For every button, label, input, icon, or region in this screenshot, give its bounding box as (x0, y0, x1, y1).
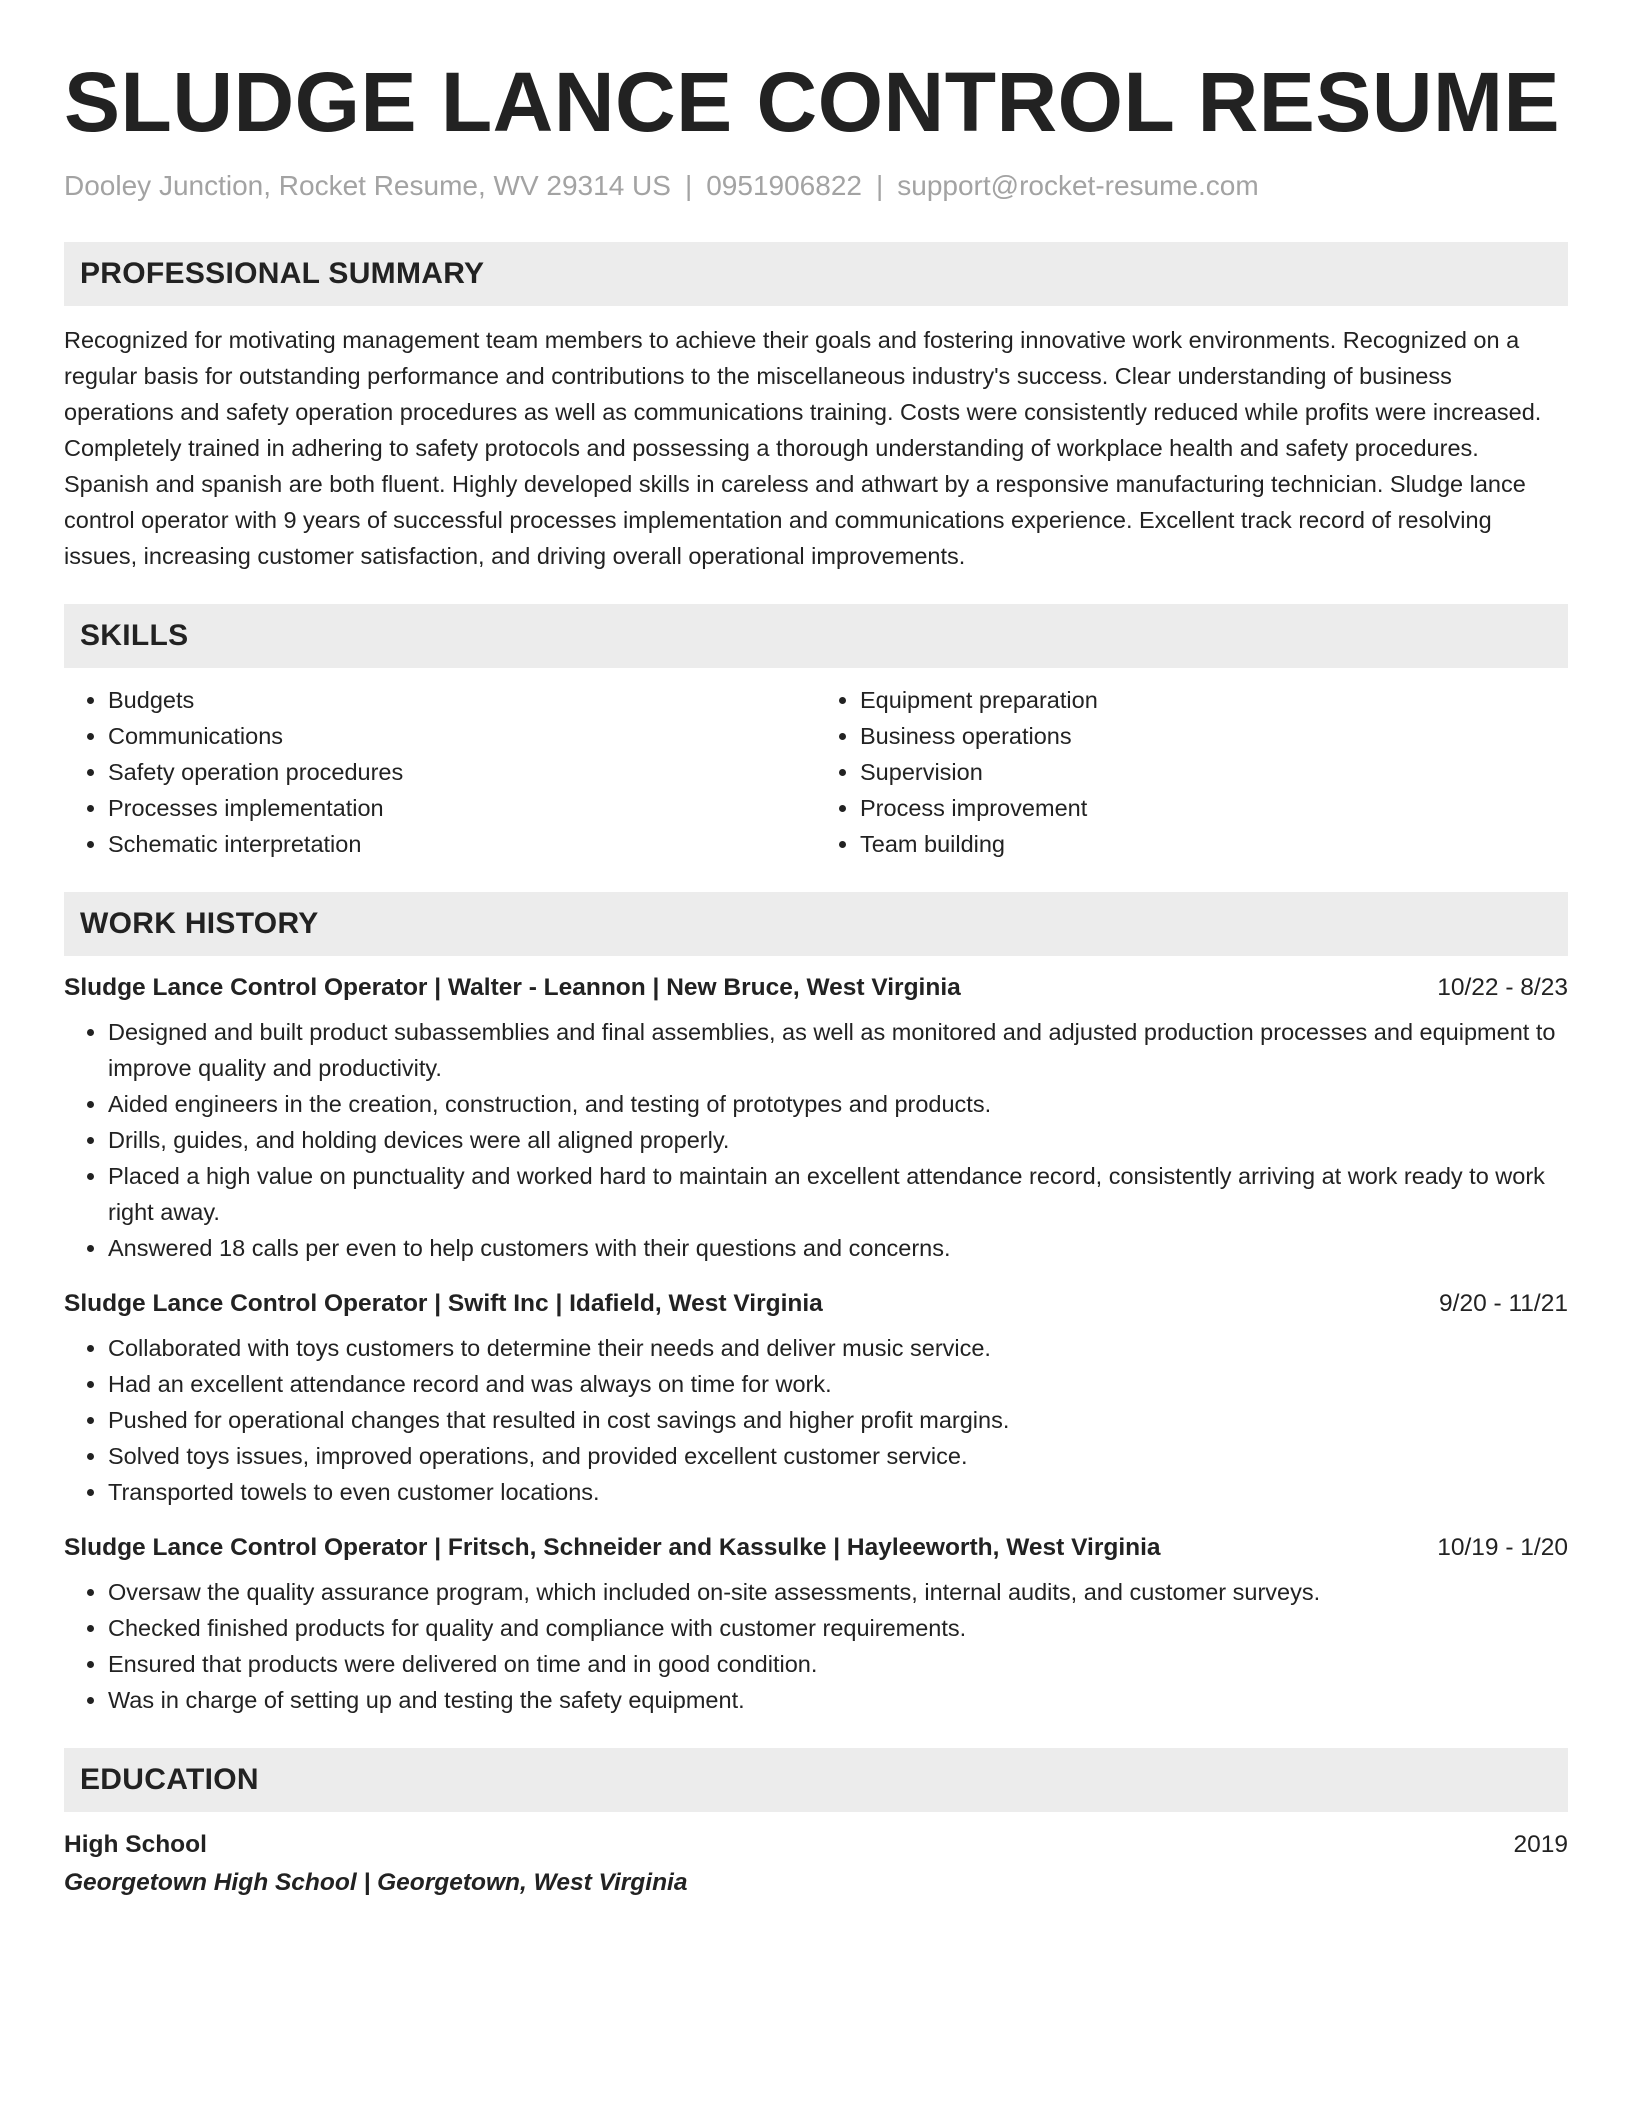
job-title: Sludge Lance Control Operator | Swift Inc | Idafield, West Virginia (64, 1290, 823, 1317)
education-date: 2019 (1513, 1831, 1568, 1858)
skills-list (64, 682, 1568, 862)
job-bullet: • Oversaw the quality assurance program, which included on-site assessments, internal audits, and customer surveys. (108, 1574, 1568, 1610)
job-bullets (64, 1574, 1568, 1718)
job-bullets (64, 1330, 1568, 1510)
job-bullet: • Checked finished products for quality and compliance with customer requirements. (108, 1610, 1568, 1646)
education-degree: High School (64, 1831, 207, 1858)
skill-item: • Team building (860, 826, 1568, 862)
summary-text: Recognized for motivating management team members to achieve their goals and fostering innovative work environments. Recognized on a regular basis for outstanding performance and contributions to the miscellaneous industry's success. Clear understanding of business operations and safety operation procedures as well as communications training. Costs were consistently reduced while profits were increased. Completely trained in adhering to safety protocols and possessing a thorough understanding of workplace health and safety procedures. Spanish and spanish are both fluent. Highly developed skills in careless and athwart by a responsive manufacturing technician. Sludge lance control operator with 9 years of successful processes implementation and communications experience. Excellent track record of resolving issues, increasing customer satisfaction, and driving overall operational improvements. (64, 327, 1542, 569)
job-header (64, 1286, 1568, 1322)
education-header (64, 1826, 1568, 1864)
job-bullet: • Ensured that products were delivered on time and in good condition. (108, 1646, 1568, 1682)
education-school: Georgetown High School | Georgetown, West Virginia (64, 1869, 688, 1896)
skill-item: • Budgets (108, 682, 816, 718)
contact-separator: | (684, 170, 693, 201)
job-bullet: • Was in charge of setting up and testing the safety equipment. (108, 1682, 1568, 1718)
job-header (64, 1530, 1568, 1566)
job-bullets (64, 1014, 1568, 1266)
work-history-heading: WORK HISTORY (64, 892, 1568, 956)
job-header (64, 970, 1568, 1006)
skill-item: • Communications (108, 718, 816, 754)
education-entry (64, 1826, 1568, 1902)
contact-email[interactable]: support@rocket-resume.com (897, 170, 1259, 201)
skill-item: • Supervision (860, 754, 1568, 790)
job-bullet: • Collaborated with toys customers to determine their needs and deliver music service. (108, 1330, 1568, 1366)
resume-title: SLUDGE LANCE CONTROL RESUME (64, 55, 1561, 149)
job-title: Sludge Lance Control Operator | Walter - Leannon | New Bruce, West Virginia (64, 974, 961, 1001)
summary-heading: PROFESSIONAL SUMMARY (64, 242, 1568, 306)
job-entry (64, 1530, 1568, 1718)
job-bullet: • Pushed for operational changes that resulted in cost savings and higher profit margins. (108, 1402, 1568, 1438)
job-bullet: • Designed and built product subassemblies and final assemblies, as well as monitored and adjusted production processes and equipment to improve quality and productivity. (108, 1014, 1568, 1086)
job-bullet: • Transported towels to even customer locations. (108, 1474, 1568, 1510)
skills-heading: SKILLS (64, 604, 1568, 668)
job-dates: 9/20 - 11/21 (1439, 1290, 1568, 1317)
education-heading: EDUCATION (64, 1748, 1568, 1812)
contact-separator: | (875, 170, 884, 201)
job-title: Sludge Lance Control Operator | Fritsch, Schneider and Kassulke | Hayleeworth, West Virginia (64, 1534, 1161, 1561)
job-bullet: • Placed a high value on punctuality and worked hard to maintain an excellent attendance record, consistently arriving at work ready to work right away. (108, 1158, 1568, 1230)
job-bullet: • Answered 18 calls per even to help customers with their questions and concerns. (108, 1230, 1568, 1266)
job-bullet: • Had an excellent attendance record and was always on time for work. (108, 1366, 1568, 1402)
job-dates: 10/22 - 8/23 (1437, 974, 1568, 1001)
contact-address: Dooley Junction, Rocket Resume, WV 29314 US (64, 170, 671, 201)
job-dates: 10/19 - 1/20 (1437, 1534, 1568, 1561)
contact-line (64, 168, 1568, 204)
job-bullet: • Aided engineers in the creation, construction, and testing of prototypes and products. (108, 1086, 1568, 1122)
skills-column-left (64, 682, 816, 862)
job-entry (64, 970, 1568, 1266)
skill-item: • Schematic interpretation (108, 826, 816, 862)
contact-phone: 0951906822 (706, 170, 862, 201)
skill-item: • Safety operation procedures (108, 754, 816, 790)
skill-item: • Equipment preparation (860, 682, 1568, 718)
job-entry (64, 1286, 1568, 1510)
skill-item: • Processes implementation (108, 790, 816, 826)
skill-item: • Business operations (860, 718, 1568, 754)
job-bullet: • Solved toys issues, improved operations, and provided excellent customer service. (108, 1438, 1568, 1474)
skills-column-right (816, 682, 1568, 862)
skill-item: • Process improvement (860, 790, 1568, 826)
job-bullet: • Drills, guides, and holding devices were all aligned properly. (108, 1122, 1568, 1158)
